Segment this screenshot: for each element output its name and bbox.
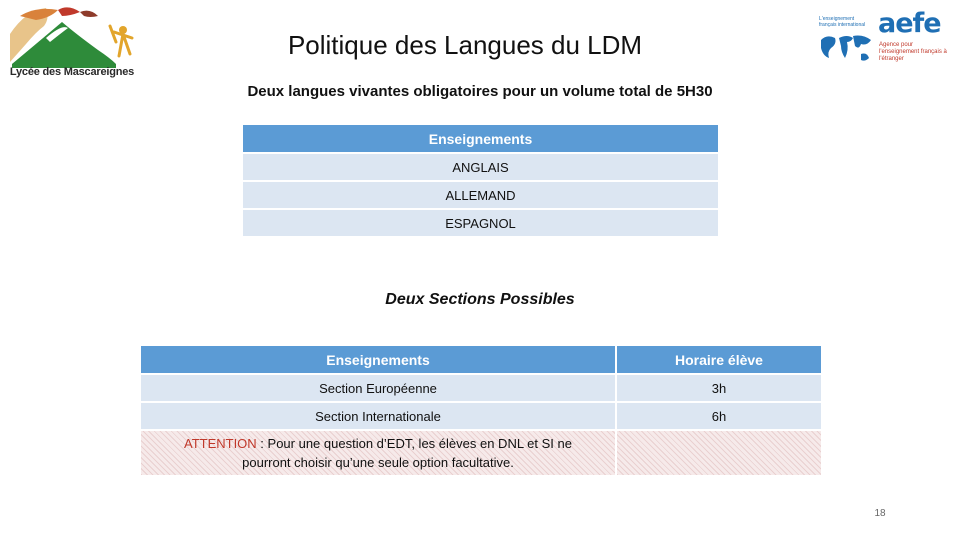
aefe-wordmark: aefe <box>878 8 941 39</box>
lycee-logo <box>6 4 138 84</box>
page-title: Politique des Langues du LDM <box>287 30 643 60</box>
table-cell: Section Européenne <box>141 375 615 401</box>
aefe-logo <box>815 8 950 72</box>
languages-table <box>243 125 718 238</box>
table-row <box>141 403 821 429</box>
sections-table-header <box>141 346 821 373</box>
page-subtitle: Deux langues vivantes obligatoires pour un volume total de 5H30 <box>247 83 713 100</box>
warning-note <box>141 431 615 475</box>
warning-text-1: : Pour une question d’EDT, les élèves en DNL et SI ne <box>256 436 572 451</box>
table-row: ANGLAIS <box>243 154 718 180</box>
page-number: 18 <box>874 508 886 519</box>
table-cell: Section Internationale <box>141 403 615 429</box>
aefe-side-text: L'enseignement français international <box>819 16 866 28</box>
warning-label: ATTENTION <box>183 436 257 451</box>
lycee-logo-caption: Lycée des Mascareignes <box>9 66 135 78</box>
table-row: ESPAGNOL <box>243 210 718 236</box>
warning-line-1 <box>184 434 572 453</box>
sections-table <box>141 346 821 477</box>
table-row: ALLEMAND <box>243 182 718 208</box>
languages-table-header: Enseignements <box>243 125 718 152</box>
warning-row <box>141 431 821 475</box>
table-row <box>141 375 821 401</box>
header-cell-horaire: Horaire élève <box>617 346 821 373</box>
world-map-icon <box>817 30 873 70</box>
sections-title: Deux Sections Possibles <box>385 291 575 308</box>
warning-line-2: pourront choisir qu’une seule option facultative. <box>242 455 514 470</box>
table-cell: 3h <box>617 375 821 401</box>
aefe-tagline: Agence pour l'enseignement français à l'étranger <box>879 42 947 62</box>
mountain-logo-icon <box>6 4 138 68</box>
table-cell: 6h <box>617 403 821 429</box>
warning-empty-cell <box>617 431 821 475</box>
header-cell-enseignements: Enseignements <box>141 346 615 373</box>
